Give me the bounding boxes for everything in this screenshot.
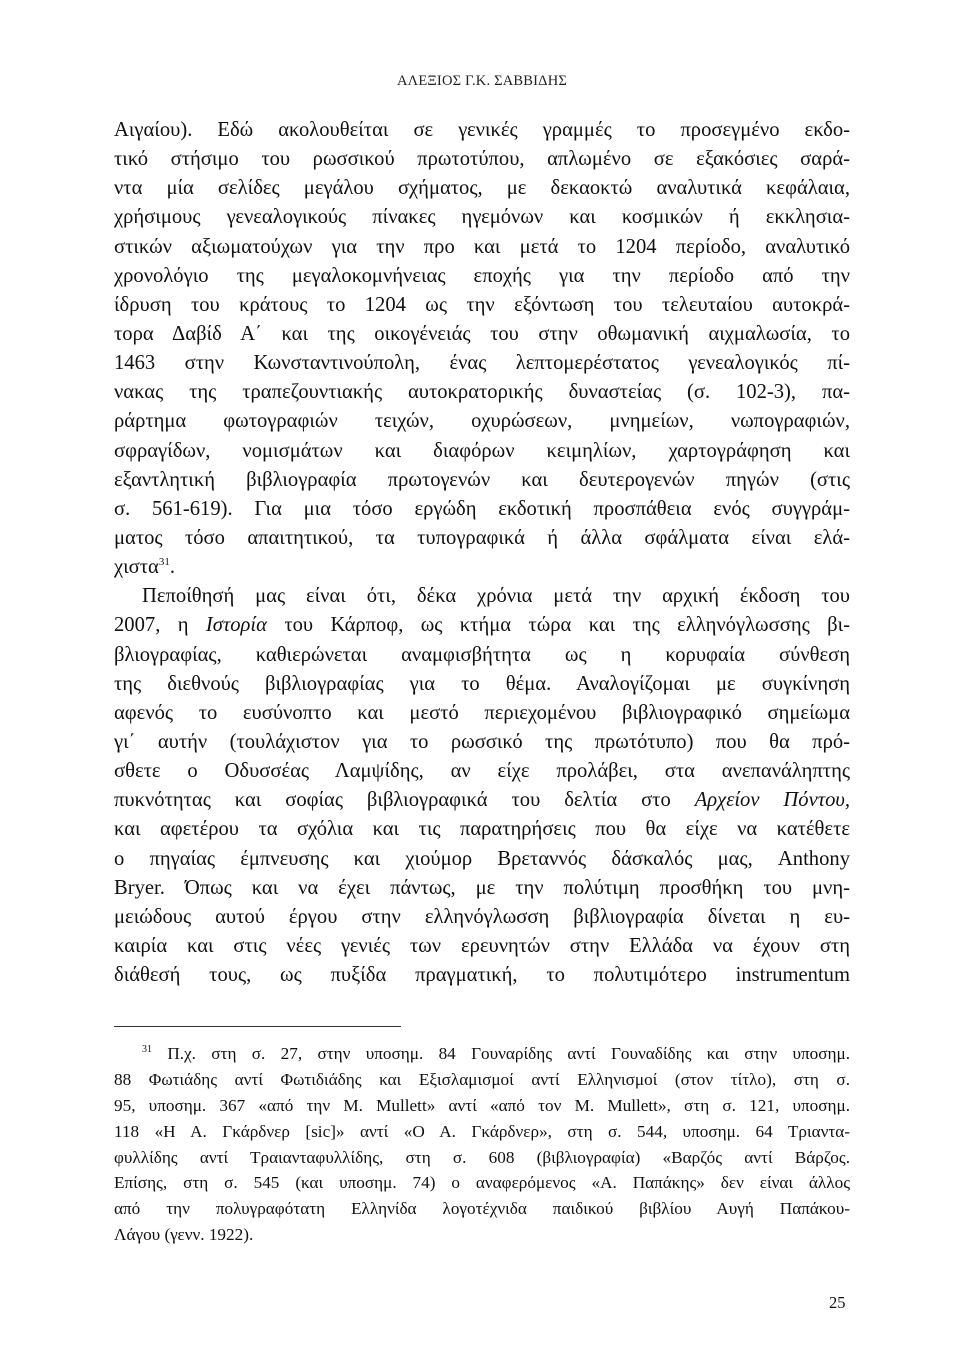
footnote-reference-31[interactable]: 31: [158, 556, 170, 569]
text-line: Αιγαίου). Εδώ ακολουθείται σε γενικές γραμμές το προσεγμένο εκδο-: [114, 119, 850, 141]
page-number: 25: [829, 1293, 846, 1312]
text-line: γι΄ αυτήν (τουλάχιστον για το ρωσσικό της πρωτότυπο) που θα πρό-: [114, 730, 850, 753]
footnote-line: Λάγου (γενν. 1922).: [114, 1225, 254, 1245]
text-line: σ. 561-619). Για μια τόσο εργώδη εκδοτική προσπάθεια ενός συγγράμ-: [114, 497, 850, 520]
text-line: πυκνότητας και σοφίας βιβλιογραφικά του δελτία στο Αρχείον Πόντου,: [114, 789, 850, 812]
paragraph-2: [114, 582, 850, 990]
text-line: της διεθνούς βιβλιογραφίας για το θέμα. Αναλογίζομαι με συγκίνηση: [114, 672, 850, 695]
paragraph-1: [114, 116, 850, 582]
text-line: χρονολόγιο της μεγαλοκομνήνειας εποχής για την περίοδο από την: [114, 264, 850, 287]
running-head: ΑΛΕΞΙΟΣ Γ.Κ. ΣΑΒΒΙΔΗΣ: [396, 73, 568, 89]
text-line: ράρτημα φωτογραφιών τειχών, οχυρώσεων, μνημείων, νωπογραφιών,: [114, 410, 850, 433]
footnote-line: 88 Φωτιάδης αντί Φωτιδιάδης και Εξισλαμισμοί αντί Ελληνισμοί (στον τίτλο), στη σ.: [114, 1069, 850, 1089]
text-line: διάθεσή τους, ως πυξίδα πραγματική, το πολυτιμότερο instrumentum: [114, 964, 850, 987]
footnote-divider: [114, 1026, 401, 1027]
text-line: καιρία και στις νέες γενιές των ερευνητών στην Ελλάδα να έχουν στη: [114, 934, 850, 957]
footnote-line: 118 «Η Α. Γκάρδνερ [sic]» αντί «Ο Α. Γκάρδνερ», στη σ. 544, υποσημ. 64 Τριαντα-: [114, 1121, 850, 1141]
footnote-line: από την πολυγραφότατη Ελληνίδα λογοτέχνιδα παιδικού βιβλίου Αυγή Παπάκου-: [114, 1199, 850, 1219]
text-line: τορα Δαβίδ Α΄ και της οικογένειάς του στην οθωμανική αιχμαλωσία, το: [114, 322, 850, 345]
text-line: αφενός το ευσύνοπτο και μεστό περιεχομένου βιβλιογραφικό σημείωμα: [114, 701, 850, 724]
text-line: στικών αξιωματούχων για την προ και μετά το 1204 περίοδο, αναλυτικό: [114, 235, 850, 258]
text-line: ίδρυση του κράτους το 1204 ως την εξόντωση του τελευταίου αυτοκρά-: [114, 293, 850, 316]
text-line: μειώδους αυτού έργου στην ελληνόγλωσση βιβλιογραφία δίνεται η ευ-: [114, 905, 850, 928]
text-line: και αφετέρου τα σχόλια και τις παρατηρήσεις που θα είχε να κατέθετε: [114, 818, 850, 841]
body-text: [114, 116, 850, 990]
text-line: ντα μία σελίδες μεγάλου σχήματος, με δεκαοκτώ αναλυτικά κεφάλαια,: [114, 177, 850, 200]
text-line: χρήσιμους γενεαλογικούς πίνακες ηγεμόνων και κοσμικών ή εκκλησια-: [114, 206, 850, 229]
text-line: Πεποίθησή μας είναι ότι, δέκα χρόνια μετά την αρχική έκδοση του: [142, 585, 850, 608]
text-line: 2007, η Ιστορία του Κάρποφ, ως κτήμα τώρα και της ελληνόγλωσσης βι-: [114, 614, 850, 637]
text-line: εξαντλητική βιβλιογραφία πρωτογενών και δευτερογενών πηγών (στις: [114, 468, 850, 491]
footnote-line: φυλλίδης αντί Τραιανταφυλλίδης, στη σ. 608 (βιβλιογραφία) «Βαρζός αντί Βάρζος.: [114, 1147, 850, 1167]
footnote-number: 31: [142, 1044, 152, 1055]
text-line: 1463 στην Κωνσταντινούπολη, ένας λεπτομερέστατος γενεαλογικός πί-: [114, 352, 850, 375]
text-line: βλιογραφίας, καθιερώνεται αναμφισβήτητα ως η κορυφαία σύνθεση: [114, 643, 850, 666]
text-line: ματος τόσο απαιτητικού, τα τυπογραφικά ή άλλα σφάλματα είναι ελά-: [114, 526, 850, 549]
text-line: σφραγίδων, νομισμάτων και διαφόρων κειμηλίων, χαρτογράφηση και: [114, 439, 850, 462]
text-line: νακας της τραπεζουντιακής αυτοκρατορικής δυναστείας (σ. 102-3), πα-: [114, 381, 850, 404]
footnote-line: $^{31}$ Π.χ. στη σ. 27, στην υποσημ. 84 Γουναρίδης αντί Γουναδίδης και στην υποσημ.: [142, 1044, 850, 1063]
footnote-line: 95, υποσημ. 367 «από την Μ. Mullett» αντί «από τον Μ. Mullett», στη σ. 121, υποσημ.: [114, 1095, 850, 1115]
text-line: σθετε ο Οδυσσέας Λαμψίδης, αν είχε προλάβει, στα ανεπανάληπτης: [114, 760, 850, 783]
footnote-31: [114, 1041, 850, 1248]
text-line: Bryer. Όπως και να έχει πάντως, με την πολύτιμη προσθήκη του μνη-: [114, 876, 850, 899]
footnote-line: Επίσης, στη σ. 545 (και υποσημ. 74) ο αναφερόμενος «Α. Παπάκης» δεν είναι άλλος: [114, 1173, 850, 1193]
italic-title: Αρχείον Πόντου,: [694, 789, 850, 812]
text-line: χιστα$^{31}$.: [114, 556, 176, 579]
text-line: τικό στήσιμο του ρωσσικού πρωτοτύπου, απλωμένο σε εξακόσιες σαρά-: [114, 148, 850, 171]
text-line: ο πηγαίας έμπνευσης και χιούμορ Βρεταννός δάσκαλός μας, Anthony: [114, 847, 850, 870]
italic-title: Ιστορία: [205, 614, 267, 637]
